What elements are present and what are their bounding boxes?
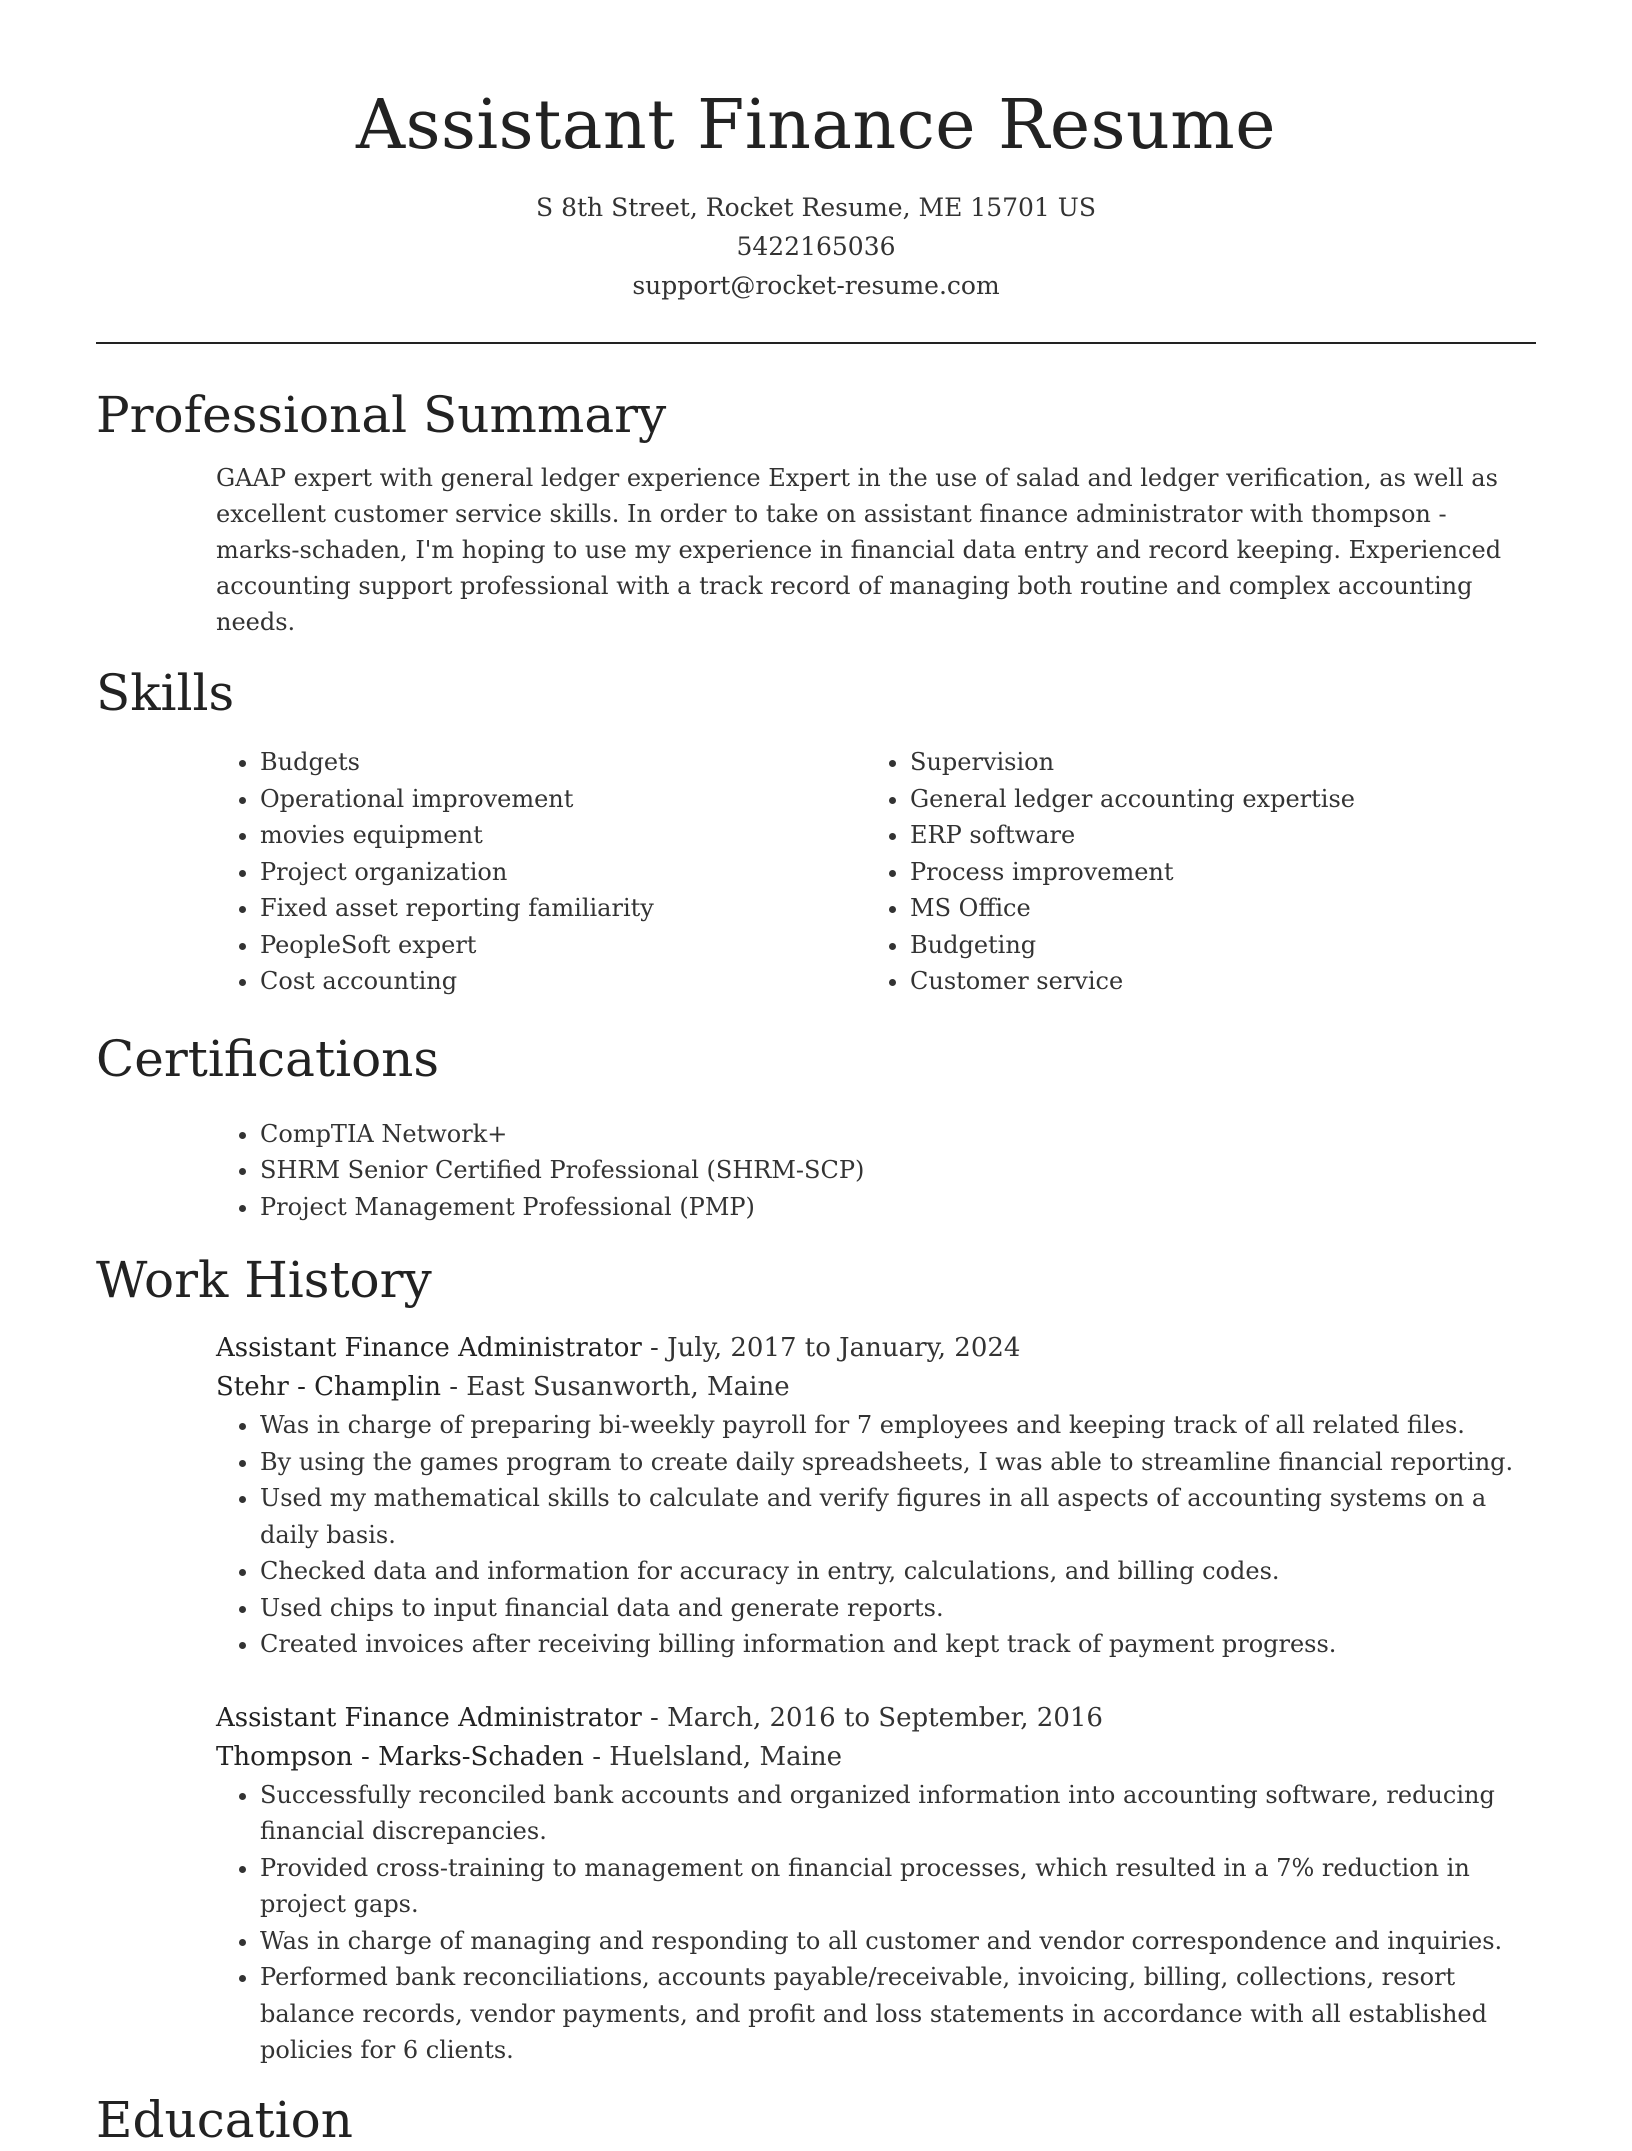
job-location: Huelsland, Maine [609, 1741, 843, 1772]
skill-item: • Customer service [910, 963, 1516, 1000]
job-duty: • Was in charge of preparing bi-weekly payroll for 7 employees and keeping track of all related files. [260, 1407, 1536, 1444]
skills-heading: Skills [96, 664, 235, 722]
skill-item: • movies equipment [260, 817, 866, 854]
contact-info [96, 188, 1536, 305]
job-role: Assistant Finance Administrator [216, 1333, 642, 1363]
job-dates: March, 2016 to September, 2016 [667, 1702, 1103, 1733]
job-company: Stehr - Champlin [216, 1372, 441, 1402]
certification-item: • Project Management Professional (PMP) [260, 1189, 1536, 1226]
resume-header [96, 0, 1536, 305]
job-company-line: Stehr - Champlin - East Susanworth, Maine [216, 1372, 790, 1402]
skill-item: • Process improvement [910, 854, 1516, 891]
certification-item: • CompTIA Network+ [260, 1116, 1536, 1153]
job-duty: • Performed bank reconciliations, accounts payable/receivable, invoicing, billing, collections, resort balance records, vendor payments, and profit and loss statements in accordance with all established policies for 6 clients. [260, 1959, 1536, 2069]
job-company-line: Thompson - Marks-Schaden - Huelsland, Maine [216, 1741, 843, 1772]
job-title-line: Assistant Finance Administrator - July, 2017 to January, 2024 [216, 1333, 1021, 1363]
summary-text: GAAP expert with general ledger experience Expert in the use of salad and ledger verification, as well as excellent customer service skills. In order to take on assistant finance administrator with thompson - marks-schaden, I'm hoping to use my experience in financial data entry and record keeping. Experienced accounting support professional with a track record of managing both routine and complex accounting needs. [216, 464, 1502, 636]
job-title-line: Assistant Finance Administrator - March, 2016 to September, 2016 [216, 1702, 1103, 1733]
skill-item: • PeopleSoft expert [260, 927, 866, 964]
skills-column-right [866, 744, 1516, 1000]
job-duty: • Was in charge of managing and responding to all customer and vendor correspondence and inquiries. [260, 1923, 1536, 1960]
skills-list [216, 744, 1536, 1000]
certifications-heading: Certifications [96, 1029, 440, 1088]
contact-address: S 8th Street, Rocket Resume, ME 15701 US [536, 193, 1096, 222]
certifications-list [216, 1116, 1536, 1226]
job-role: Assistant Finance Administrator [216, 1702, 642, 1733]
certification-item: • SHRM Senior Certified Professional (SHRM-SCP) [260, 1152, 1536, 1189]
skill-item: • Budgets [260, 744, 866, 781]
skills-column-left [216, 744, 866, 1000]
job-duty: • Checked data and information for accuracy in entry, calculations, and billing codes. [260, 1553, 1536, 1590]
job-duty: • Created invoices after receiving billing information and kept track of payment progress. [260, 1626, 1536, 1663]
skill-item: • General ledger accounting expertise [910, 781, 1516, 818]
skill-item: • ERP software [910, 817, 1516, 854]
header-divider [96, 342, 1536, 344]
job-entry [216, 1329, 1536, 1663]
job-company: Thompson - Marks-Schaden [216, 1741, 584, 1772]
contact-email: support@rocket-resume.com [632, 271, 1000, 300]
skill-item: • Supervision [910, 744, 1516, 781]
work-history-heading: Work History [96, 1251, 432, 1309]
job-duty: • Used my mathematical skills to calculate and verify figures in all aspects of accounting systems on a daily basis. [260, 1480, 1536, 1553]
resume-title: Assistant Finance Resume [355, 86, 1276, 165]
job-duties [216, 1407, 1536, 1663]
skill-item: • Operational improvement [260, 781, 866, 818]
resume-page [96, 0, 1536, 2151]
skill-item: • Project organization [260, 854, 866, 891]
skill-item: • MS Office [910, 890, 1516, 927]
job-duty: • Provided cross-training to management on financial processes, which resulted in a 7% reduction in project gaps. [260, 1850, 1536, 1923]
job-entry [216, 1699, 1536, 2069]
job-duty: • Successfully reconciled bank accounts and organized information into accounting software, reducing financial discrepancies. [260, 1777, 1536, 1850]
job-duty: • By using the games program to create daily spreadsheets, I was able to streamline financial reporting. [260, 1444, 1536, 1481]
job-dates: July, 2017 to January, 2024 [667, 1333, 1021, 1363]
contact-phone: 5422165036 [736, 232, 896, 261]
summary-heading: Professional Summary [96, 386, 667, 444]
skill-item: • Budgeting [910, 927, 1516, 964]
job-duties [216, 1777, 1536, 2069]
education-heading: Education [96, 2090, 353, 2149]
skill-item: • Cost accounting [260, 963, 866, 1000]
job-location: East Susanworth, Maine [466, 1372, 790, 1402]
job-duty: • Used chips to input financial data and generate reports. [260, 1590, 1536, 1627]
skill-item: • Fixed asset reporting familiarity [260, 890, 866, 927]
